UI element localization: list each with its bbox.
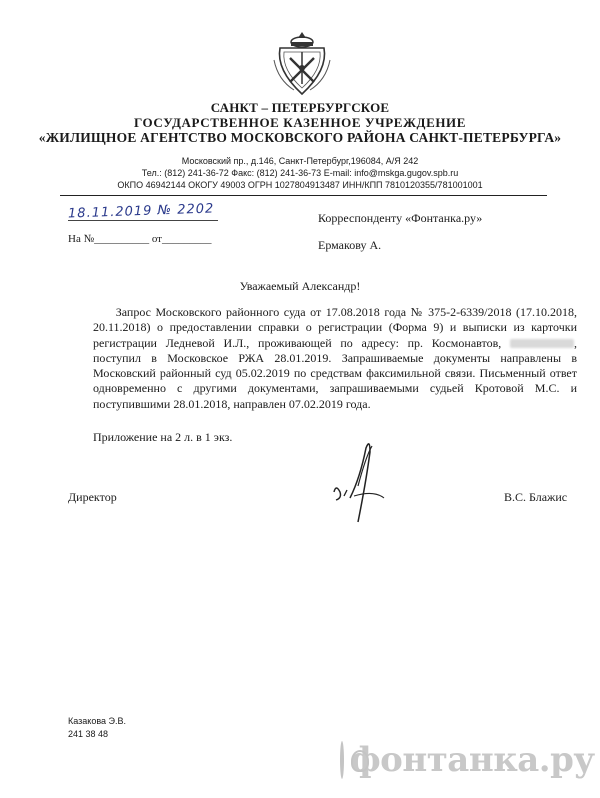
reply-reference: На №__________ от_________	[68, 233, 212, 245]
body-text-part2: , поступил в Московское РЖА 28.01.2019. Запрашиваемые документы направлены в Московский районный суд 05.02.2019 по средствам факсимильной связи. Письменный ответ одновременно с другими документами, запрашиваемыми судьей Кротовой М.С. и поступившими 28.01.2018, направлен 07.02.2019 года.	[93, 335, 578, 411]
handwritten-signature	[330, 436, 400, 528]
header-divider	[60, 195, 547, 196]
executor-phone: 241 38 48	[68, 729, 109, 739]
redacted-address	[510, 339, 574, 348]
organization-name-line2: ГОСУДАРСТВЕННОЕ КАЗЕННОЕ УЧРЕЖДЕНИЕ	[133, 115, 467, 130]
organization-name-line3: «ЖИЛИЩНОЕ АГЕНТСТВО МОСКОВСКОГО РАЙОНА САНКТ-ПЕТЕРБУРГА»	[38, 130, 562, 145]
letter-body	[93, 305, 577, 412]
fontanka-logo-icon	[340, 741, 344, 779]
organization-phones: Тел.: (812) 241-36-72 Факс: (812) 241-36-73 E-mail: info@mskga.gugov.spb.ru	[141, 168, 459, 178]
registration-date-handwritten: 18.11.2019 № 2202	[67, 201, 215, 222]
registration-underline	[68, 220, 218, 221]
signatory-role: Директор	[68, 490, 117, 504]
executor-name: Казакова Э.В.	[68, 716, 126, 726]
appendix-note: Приложение на 2 л. в 1 экз.	[93, 430, 233, 444]
organization-name-line1: САНКТ – ПЕТЕРБУРГСКОЕ	[210, 100, 390, 115]
watermark	[340, 735, 595, 785]
body-text-part1: Запрос Московского районного суда от 17.08.2018 года № 375-2-6339/2018 (17.10.2018, 20.11.2018) о предоставлении справки о регистрации (Форма 9) и выписки из карточки регистрации Ледневой И.Л., проживающей по адресу: пр. Космонавтов,	[93, 305, 577, 350]
letter-body-paragraph	[93, 305, 577, 412]
organization-codes: ОКПО 46942144 ОКОГУ 49003 ОГРН 1027804913487 ИНН/КПП 7810120355/781001001	[117, 180, 483, 190]
watermark-text: фонтанка.ру	[350, 740, 595, 780]
signatory-name: В.С. Блажис	[504, 490, 568, 504]
coat-of-arms-icon	[272, 30, 332, 98]
recipient-name: Ермакову А.	[318, 238, 382, 252]
recipient-title: Корреспонденту «Фонтанка.ру»	[318, 211, 483, 225]
greeting: Уважаемый Александр!	[239, 279, 361, 293]
organization-address: Московский пр., д.146, Санкт-Петербург,196084, А/Я 242	[181, 156, 419, 166]
